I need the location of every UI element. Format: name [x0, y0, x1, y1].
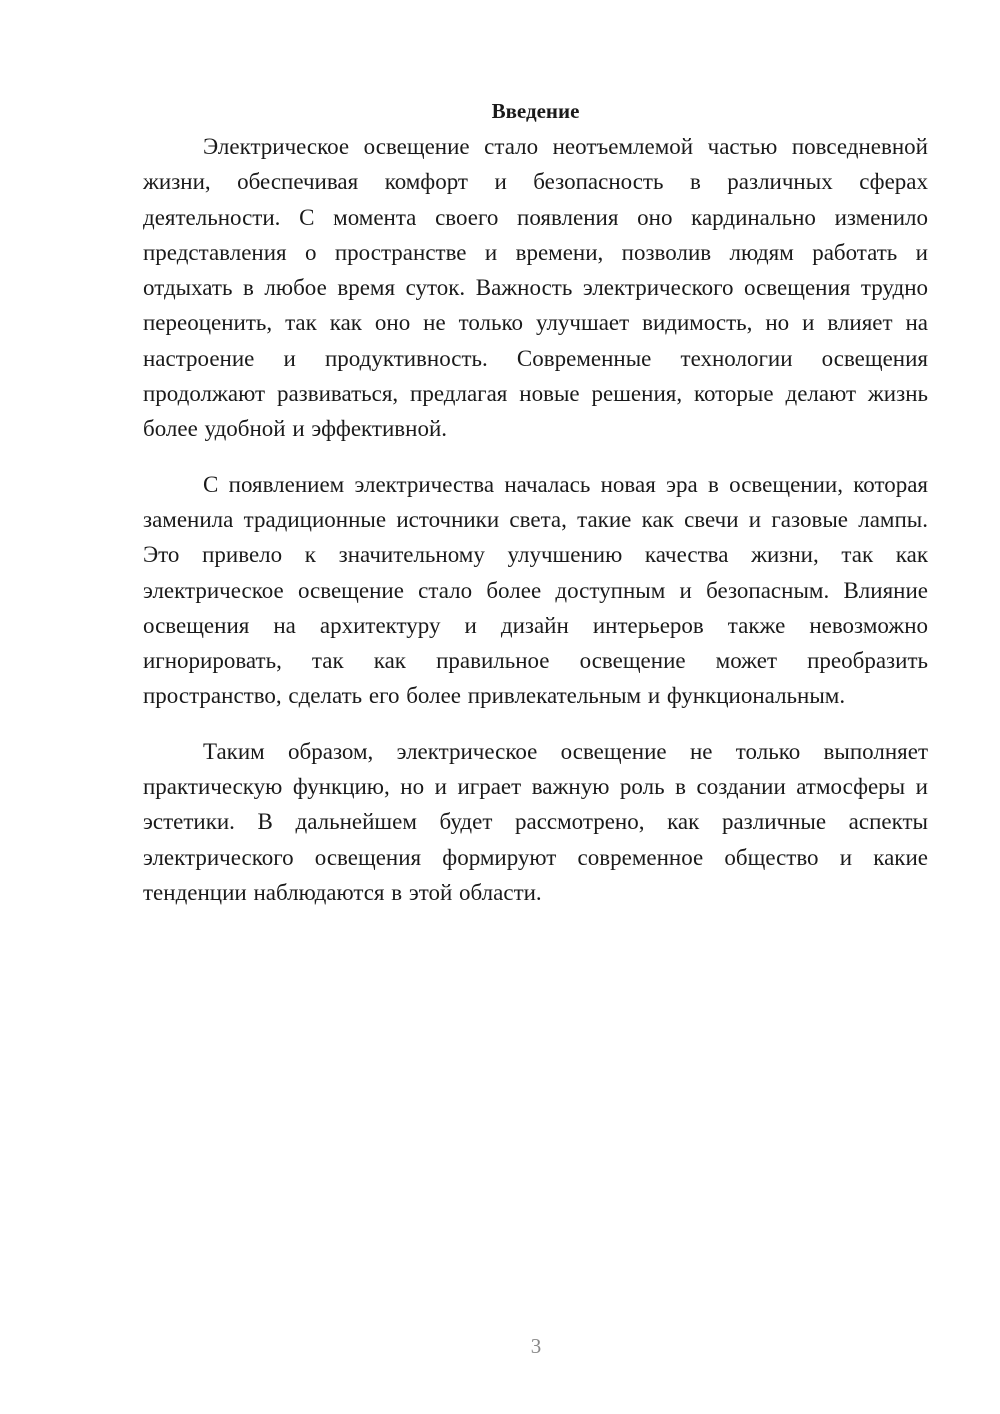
page-number: 3: [530, 1334, 542, 1358]
paragraph-2: С появлением электричества началась новая эра в освещении, которая заменила традиционные источники света, такие как свечи и газовые лампы. Это привело к значительному улучшению качества жизни, так как электрическое освещение стало более доступным и безопасным. Влияние освещения на архитектуру и дизайн интерьеров также невозможно игнорировать, так как правильное освещение может преобразить пространство, сделать его более привлекательным и функциональным.: [143, 471, 928, 709]
paragraph-3: Таким образом, электрическое освещение не только выполняет практическую функцию, но и играет важную роль в создании атмосферы и эстетики. В дальнейшем будет рассмотрено, как различные аспекты электрического освещения формируют современное общество и какие тенденции наблюдаются в этой области.: [143, 738, 928, 905]
paragraph-1: Электрическое освещение стало неотъемлемой частью повседневной жизни, обеспечивая комфорт и безопасность в различных сферах деятельности. С момента своего появления оно кардинально изменило представления о пространстве и времени, позволив людям работать и отдыхать в любое время суток. Важность электрического освещения трудно переоценить, так как оно не только улучшает видимость, но и влияет на настроение и продуктивность. Современные технологии освещения продолжают развиваться, предлагая новые решения, которые делают жизнь более удобной и эффективной.: [143, 134, 928, 442]
page-content: [143, 94, 928, 910]
section-title: Введение: [491, 99, 580, 123]
